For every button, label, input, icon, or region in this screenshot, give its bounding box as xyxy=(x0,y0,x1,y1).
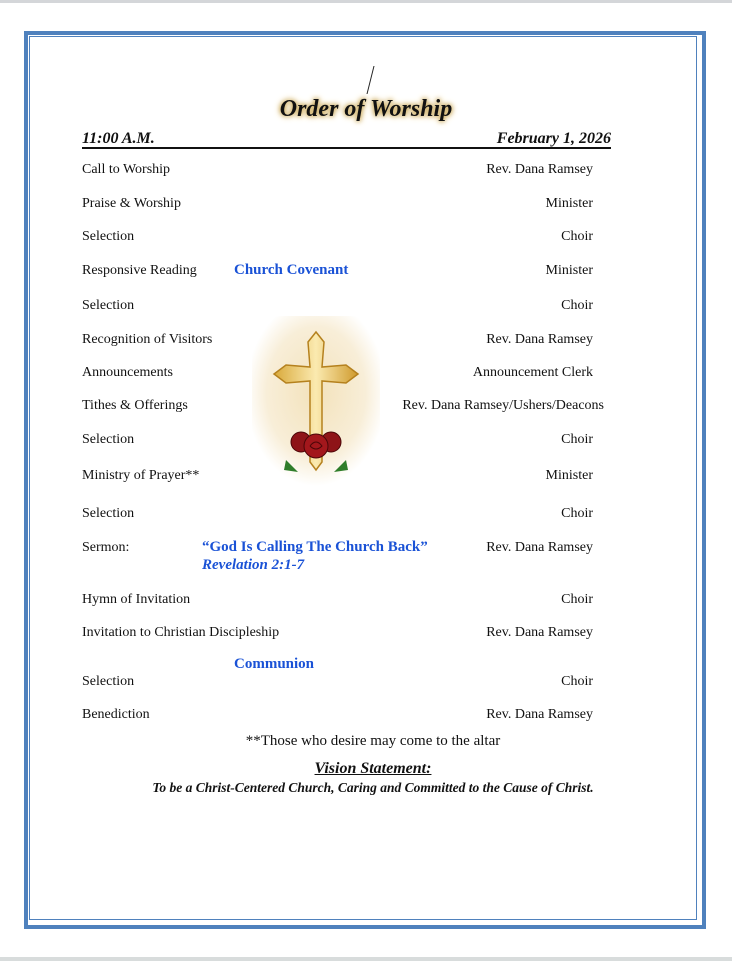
altar-note: **Those who desire may come to the altar xyxy=(245,733,501,749)
item-label: Sermon: xyxy=(82,540,130,555)
item-label: Tithes & Offerings xyxy=(82,398,188,413)
order-item xyxy=(82,398,604,416)
item-leader: Choir xyxy=(561,298,593,313)
sermon-title: “God Is Calling The Church Back” xyxy=(202,539,428,555)
order-item xyxy=(82,196,604,214)
order-item xyxy=(82,229,604,247)
order-item xyxy=(82,162,604,180)
item-label: Selection xyxy=(82,229,135,244)
item-leader: Minister xyxy=(545,196,593,211)
item-leader: Rev. Dana Ramsey xyxy=(486,707,593,722)
item-label: Benediction xyxy=(82,707,150,722)
item-label: Recognition of Visitors xyxy=(82,332,213,347)
page-title: Order of Worship xyxy=(279,96,453,122)
order-item xyxy=(82,539,604,573)
order-item xyxy=(82,707,604,725)
order-item xyxy=(82,298,604,316)
service-header xyxy=(82,130,611,149)
item-leader: Rev. Dana Ramsey/Ushers/Deacons xyxy=(402,398,604,413)
item-leader: Choir xyxy=(561,674,593,689)
communion-heading: Communion xyxy=(234,656,315,672)
vision-text: To be a Christ-Centered Church, Caring and Committed to the Cause of Christ. xyxy=(152,780,594,795)
item-label: Selection xyxy=(82,432,135,447)
item-label: Selection xyxy=(82,674,135,689)
order-item xyxy=(82,625,604,643)
sermon-scripture: Revelation 2:1-7 xyxy=(202,557,305,573)
window-top-edge xyxy=(0,0,732,3)
item-label: Ministry of Prayer** xyxy=(82,468,200,483)
item-label: Selection xyxy=(82,506,135,521)
order-item xyxy=(82,592,604,610)
service-time: 11:00 A.M. xyxy=(82,130,155,147)
item-label: Hymn of Invitation xyxy=(82,592,191,607)
item-leader: Choir xyxy=(561,506,593,521)
item-label: Selection xyxy=(82,298,135,313)
order-item xyxy=(82,506,604,524)
window-bottom-edge xyxy=(0,957,732,961)
order-item xyxy=(82,674,604,692)
item-label: Call to Worship xyxy=(82,162,171,177)
item-leader: Rev. Dana Ramsey xyxy=(486,332,593,347)
order-item xyxy=(82,263,604,281)
item-label: Announcements xyxy=(82,365,173,380)
church-covenant-link: Church Covenant xyxy=(234,262,349,278)
item-leader: Choir xyxy=(561,592,593,607)
order-item xyxy=(82,332,604,350)
item-leader: Choir xyxy=(561,432,593,447)
item-label: Praise & Worship xyxy=(82,196,181,211)
item-label: Invitation to Christian Discipleship xyxy=(82,625,280,640)
order-item xyxy=(82,468,604,486)
item-leader: Rev. Dana Ramsey xyxy=(486,540,593,555)
vision-heading: Vision Statement: xyxy=(314,760,432,777)
item-leader: Rev. Dana Ramsey xyxy=(486,625,593,640)
service-date: February 1, 2026 xyxy=(496,130,611,147)
item-leader: Rev. Dana Ramsey xyxy=(486,162,593,177)
order-item xyxy=(82,432,604,450)
item-leader: Minister xyxy=(545,263,593,278)
order-item xyxy=(82,365,604,383)
item-leader: Choir xyxy=(561,229,593,244)
item-leader: Announcement Clerk xyxy=(472,365,593,380)
item-leader: Minister xyxy=(545,468,593,483)
item-label: Responsive Reading xyxy=(82,263,197,278)
